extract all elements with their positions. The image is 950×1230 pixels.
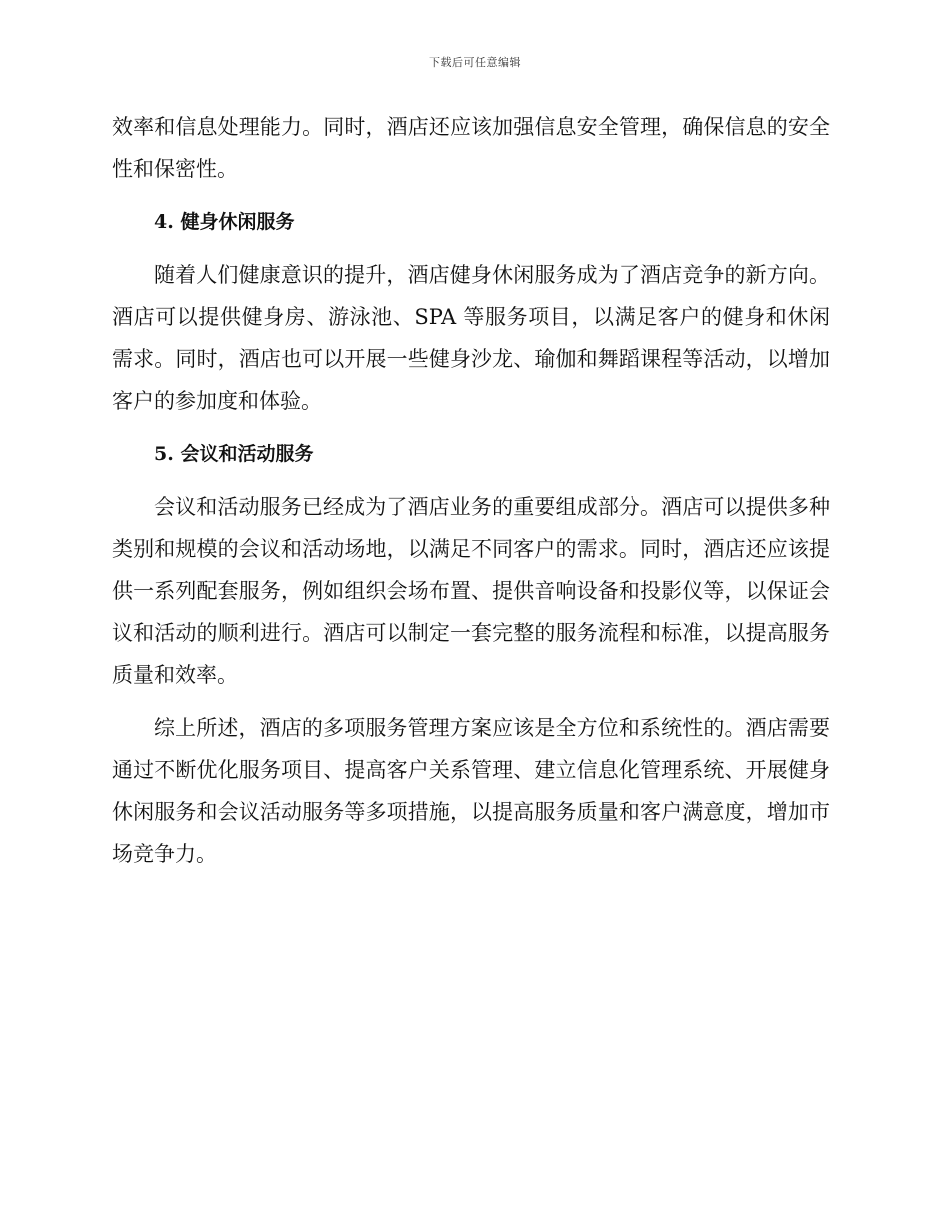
paragraph-conclusion: 综上所述，酒店的多项服务管理方案应该是全方位和系统性的。酒店需要通过不断优化服务项目、提高客户关系管理、建立信息化管理系统、开展健身休闲服务和会议活动服务等多项措施，以提高服务质量和客户满意度，增加市场竞争力。 <box>112 716 830 866</box>
section-heading-fitness: 4. 健身休闲服务 <box>154 211 295 233</box>
document-body <box>112 106 830 886</box>
paragraph-fitness: 随着人们健康意识的提升，酒店健身休闲服务成为了酒店竞争的新方向。酒店可以提供健身房、游泳池、SPA 等服务项目，以满足客户的健身和休闲需求。同时，酒店也可以开展一些健身沙龙、瑜伽和舞蹈课程等活动，以增加客户的参加度和体验。 <box>112 263 830 413</box>
section-heading-meetings: 5. 会议和活动服务 <box>154 443 314 465</box>
paragraph-meetings: 会议和活动服务已经成为了酒店业务的重要组成部分。酒店可以提供多种类别和规模的会议和活动场地，以满足不同客户的需求。同时，酒店还应该提供一系列配套服务，例如组织会场布置、提供音响设备和投影仪等，以保证会议和活动的顺利进行。酒店可以制定一套完整的服务流程和标准，以提高服务质量和效率。 <box>112 495 830 687</box>
paragraph-continuation: 效率和信息处理能力。同时，酒店还应该加强信息安全管理，确保信息的安全性和保密性。 <box>112 115 830 181</box>
page-header: 下载后可任意编辑 <box>429 56 521 69</box>
